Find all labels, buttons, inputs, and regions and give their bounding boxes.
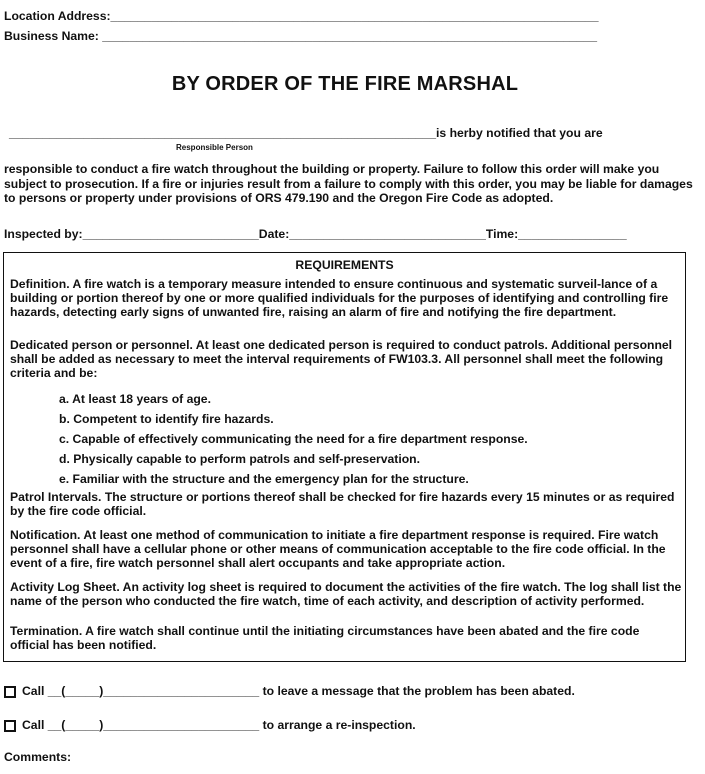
notice-body: responsible to conduct a fire watch throughout the building or property. Failure to follow this order will make you subject to prosecution. If a fire or injuries result from a failure to comply with this order, you may be liable for damages to persons or property under provisions of ORS 479.190 and the Oregon Fire Code as adopted. — [4, 162, 693, 205]
criteria-item: a. At least 18 years of age. — [59, 392, 211, 406]
criteria-item: d. Physically capable to perform patrols and self-preservation. — [59, 452, 420, 466]
time-blank[interactable]: ________________ — [518, 227, 627, 241]
responsible-person-line[interactable] — [9, 126, 603, 141]
reinspection-call-checkbox[interactable] — [4, 720, 16, 732]
business-name-label: Business Name: — [4, 29, 99, 43]
date-label: Date: — [258, 227, 290, 241]
time-label: Time: — [485, 227, 519, 241]
call-option-text: to leave a message that the problem has been abated. — [262, 684, 575, 698]
date-blank[interactable]: _____________________________ — [289, 227, 486, 241]
requirement-activity-log: Activity Log Sheet. An activity log sheet is required to document the activities of the fire watch. The log shall list the name of the person who conducted the fire watch, time of each activity, and description of activity performed. — [10, 580, 682, 608]
criteria-item: c. Capable of effectively communicating the need for a fire department response. — [59, 432, 528, 446]
criteria-item: e. Familiar with the structure and the emergency plan for the structure. — [59, 472, 469, 486]
call-option-reinspection — [22, 718, 416, 733]
responsible-person-blank[interactable]: _______________________________________________________________ — [9, 126, 437, 140]
criteria-item: b. Competent to identify fire hazards. — [59, 412, 274, 426]
page-title: BY ORDER OF THE FIRE MARSHAL — [171, 73, 519, 95]
responsible-person-caption: Responsible Person — [176, 143, 253, 152]
comments-label: Comments: — [4, 750, 72, 764]
requirements-box — [3, 252, 686, 662]
business-name-field[interactable] — [4, 29, 597, 44]
business-name-blank[interactable]: _________________________________________________________________________ — [102, 29, 598, 43]
requirement-dedicated-personnel: Dedicated person or personnel. At least one dedicated person is required to conduct patrols. Additional personnel shall be added as necessary to meet the interval requirements of FW103.3. All personnel shall meet the following criteria and be: — [10, 338, 673, 380]
abated-call-checkbox[interactable] — [4, 686, 16, 698]
call-option-abated — [22, 684, 575, 699]
requirement-patrol-intervals: Patrol Intervals. The structure or portions thereof shall be checked for fire hazards every 15 minutes or as required by the fire code official. — [10, 490, 675, 518]
location-address-field[interactable] — [4, 9, 599, 24]
location-address-label: Location Address: — [4, 9, 111, 23]
notified-text: is herby notified that you are — [436, 126, 603, 140]
inspected-by-blank[interactable]: __________________________ — [82, 227, 259, 241]
requirement-termination: Termination. A fire watch shall continue until the initiating circumstances have been abated and the fire code official has been notified. — [10, 624, 640, 652]
inspection-line — [4, 227, 627, 242]
requirement-notification: Notification. At least one method of communication to initiate a fire department response is required. Fire watch personnel shall have a cellular phone or other means of communication acceptable to the fire code official. In the event of a fire, fire watch personnel shall alert occupants and take appropriate action. — [10, 528, 666, 570]
call-option-text: to arrange a re-inspection. — [262, 718, 416, 732]
location-address-blank[interactable]: ________________________________________________________________________ — [110, 9, 599, 23]
call-phone-blank[interactable]: Call __(_____)_______________________ — [22, 718, 260, 732]
requirement-definition: Definition. A fire watch is a temporary measure intended to ensure continuous and systematic surveil-lance of a building or portion thereof by one or more qualified individuals for the purposes of identifying and controlling fire hazards, detecting early signs of unwanted fire, raising an alarm of fire and notifying the fire department. — [10, 277, 669, 319]
call-phone-blank[interactable]: Call __(_____)_______________________ — [22, 684, 260, 698]
inspected-by-label: Inspected by: — [4, 227, 83, 241]
requirements-heading: REQUIREMENTS — [295, 258, 394, 272]
